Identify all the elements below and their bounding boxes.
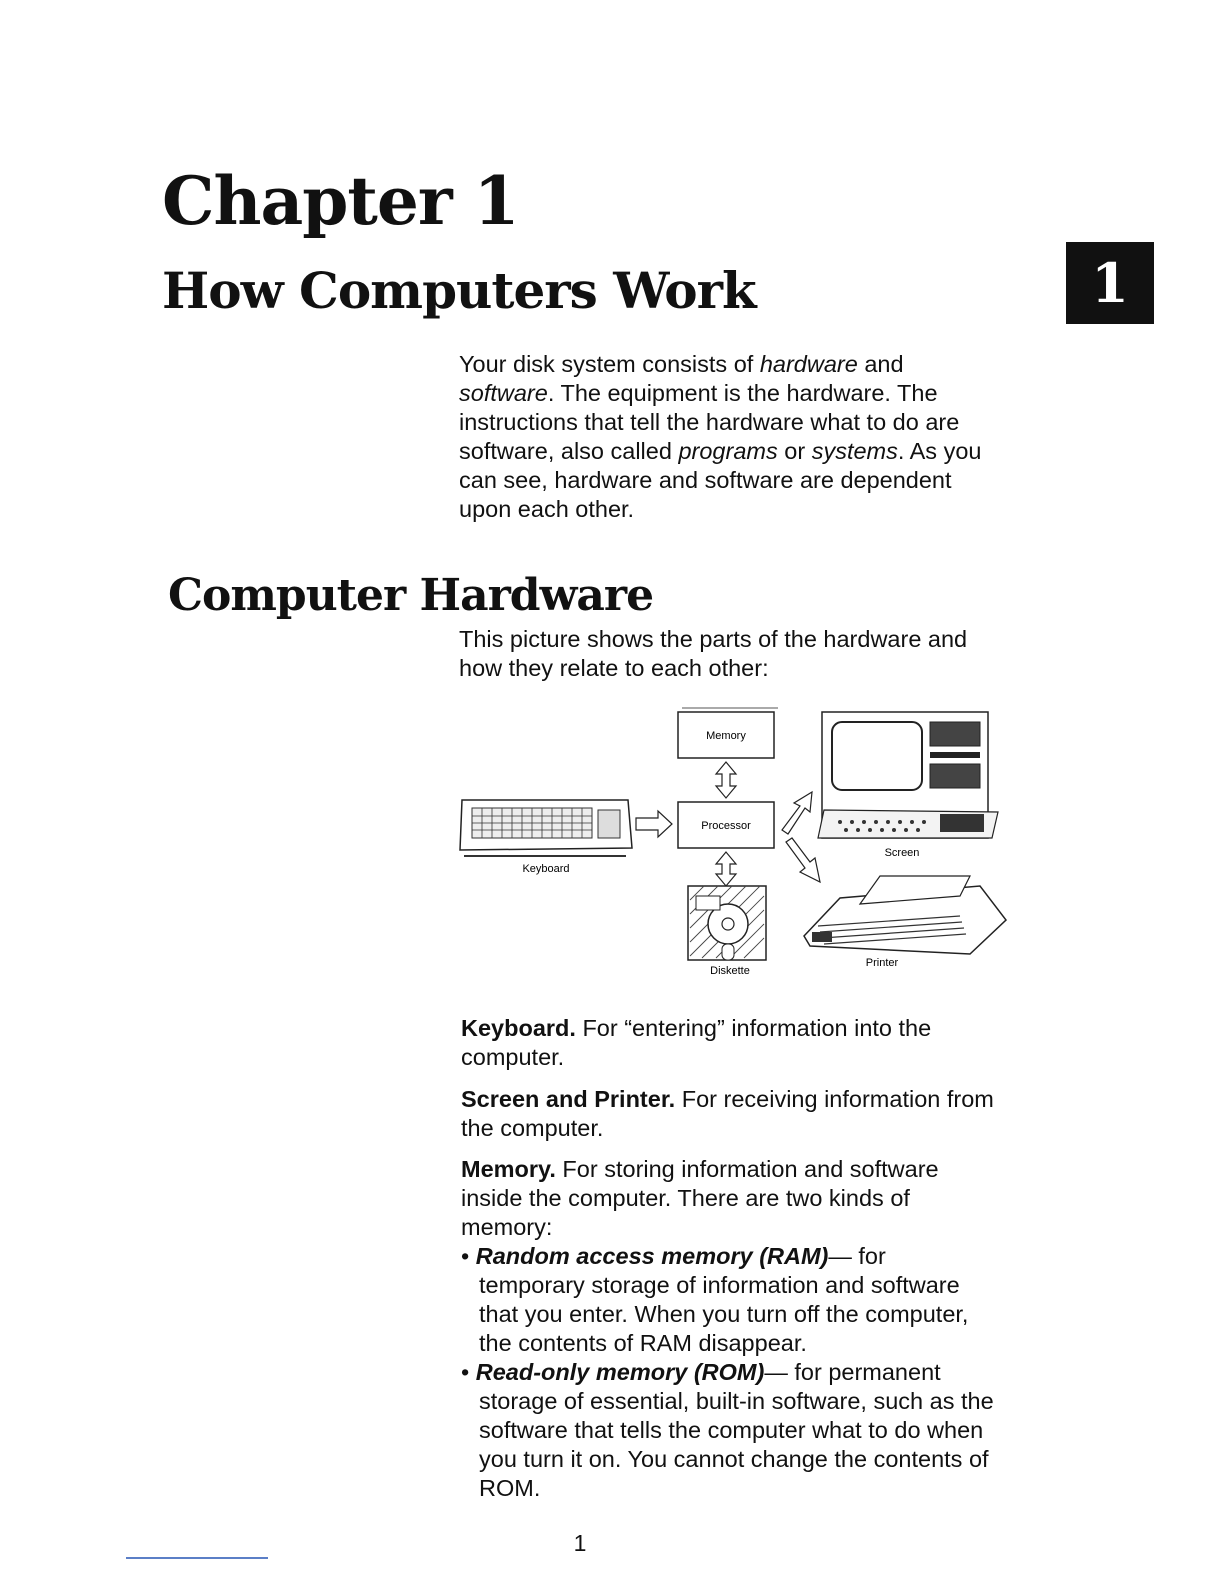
- intro-emphasis: systems: [811, 438, 898, 464]
- diskette-illustration: [688, 886, 766, 977]
- memory-label: Memory: [706, 730, 746, 742]
- intro-emphasis: hardware: [759, 351, 858, 377]
- definition-keyboard: [461, 1014, 995, 1072]
- bullet-ram-text: — for temporary storage of information and software that you enter. When you turn off the computer, the contents of RAM disappear.: [479, 1243, 969, 1356]
- processor-printer-arrow: [786, 838, 820, 882]
- processor-diskette-arrow: [716, 852, 736, 886]
- keyboard-processor-arrow: [636, 811, 672, 837]
- intro-text: Your disk system consists of: [459, 351, 760, 377]
- section-title: Computer Hardware: [168, 570, 654, 621]
- page-number: 1: [573, 1530, 587, 1556]
- intro-emphasis: programs: [678, 438, 778, 464]
- intro-emphasis: software: [459, 380, 548, 406]
- screen-illustration: [818, 712, 998, 859]
- printer-illustration: [804, 876, 1006, 969]
- definition-memory-text: For storing information and software inside the computer. There are two kinds of memory:: [461, 1156, 939, 1240]
- bullet-ram: • Random access memory (RAM)— for temporary storage of information and software that you enter. When you turn off the computer, the contents of RAM disappear.: [461, 1243, 969, 1356]
- intro-text: or: [777, 438, 812, 464]
- printer-label: Printer: [865, 957, 899, 969]
- processor-box: [678, 802, 774, 848]
- keyboard-illustration: [460, 800, 632, 875]
- definition-memory: [461, 1155, 995, 1503]
- memory-processor-arrow: [716, 762, 736, 798]
- footer-rule: [126, 1557, 268, 1559]
- definition-keyboard-text: For “entering” information into the computer.: [461, 1015, 932, 1070]
- screen-label: Screen: [884, 847, 920, 859]
- term-rom: Read-only memory (ROM): [475, 1359, 765, 1385]
- term-keyboard: Keyboard.: [461, 1015, 576, 1041]
- keyboard-label: Keyboard: [522, 863, 570, 875]
- intro-text: . The equipment is the hardware. The instructions that tell the hardware what to do are software, also called: [459, 380, 960, 464]
- chapter-label: Chapter 1: [162, 162, 519, 240]
- intro-paragraph: [459, 350, 993, 524]
- definition-screen-printer: [461, 1085, 995, 1143]
- processor-label: Processor: [701, 820, 751, 832]
- processor-screen-arrow: [782, 792, 812, 834]
- definition-screen-printer-text: For receiving information from the computer.: [461, 1086, 994, 1141]
- chapter-tab: 1: [1066, 242, 1154, 324]
- bullet-rom-text: — for permanent storage of essential, built-in software, such as the software that tells the computer what to do when you turn it on. You cannot change the contents of ROM.: [479, 1359, 994, 1501]
- term-memory: Memory.: [461, 1156, 556, 1182]
- term-screen-printer: Screen and Printer.: [461, 1086, 676, 1112]
- intro-text: . As you can see, hardware and software are dependent upon each other.: [459, 438, 982, 522]
- intro-text: and: [857, 351, 904, 377]
- hardware-diagram: [440, 700, 1010, 990]
- chapter-title: How Computers Work: [162, 261, 756, 320]
- bullet-rom: • Read-only memory (ROM)— for permanent storage of essential, built-in software, such as the software that tells the computer what to do when you turn it on. You cannot change the contents of ROM.: [461, 1359, 994, 1501]
- diskette-label: Diskette: [710, 965, 750, 977]
- term-ram: Random access memory (RAM): [475, 1243, 829, 1269]
- section-intro: This picture shows the parts of the hardware and how they relate to each other:: [459, 626, 968, 681]
- memory-box: [678, 708, 778, 758]
